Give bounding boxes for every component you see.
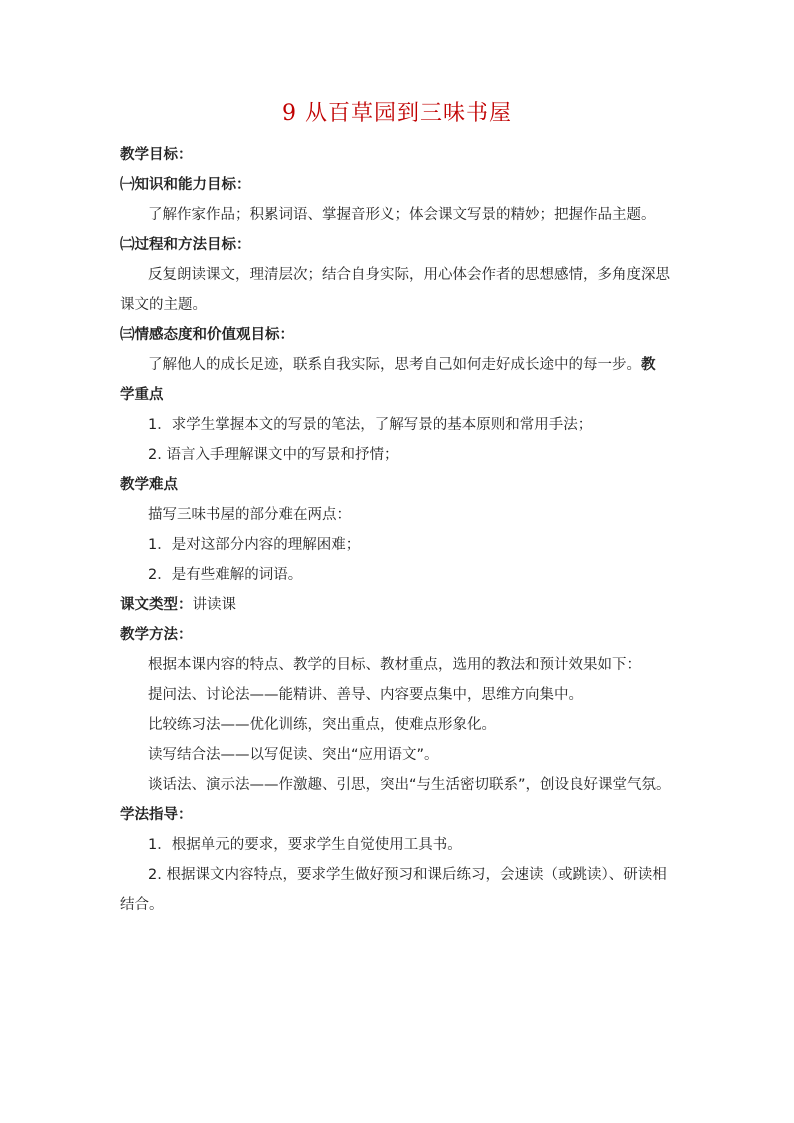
document-title: 9 从百草园到三味书屋 bbox=[282, 101, 512, 126]
key-point-2: 2. 语言入手理解课文中的写景和抒情； bbox=[148, 447, 399, 463]
guidance-1: 1．根据单元的要求，要求学生自觉使用工具书。 bbox=[148, 837, 462, 853]
objective-2-text: 反复朗读课文，理清层次；结合自身实际，用心体会作者的思想感情，多角度深思课文的主题。 bbox=[120, 267, 670, 313]
methods-intro: 根据本课内容的特点、教学的目标、教材重点，选用的教法和预计效果如下： bbox=[148, 657, 641, 673]
methods-heading: 教学方法： bbox=[120, 627, 193, 643]
lesson-type-heading: 课文类型： bbox=[120, 597, 193, 613]
objective-1-heading: ㈠知识和能力目标： bbox=[120, 177, 251, 193]
lesson-type-value: 讲读课 bbox=[192, 597, 236, 613]
method-2: 比较练习法——优化训练，突出重点，使难点形象化。 bbox=[148, 717, 496, 733]
method-1: 提问法、讨论法——能精讲、善导、内容要点集中，思维方向集中。 bbox=[148, 687, 583, 703]
lesson-type-row bbox=[120, 590, 680, 620]
method-3: 读写结合法——以写促读、突出“应用语文”。 bbox=[148, 747, 439, 763]
difficulty-1: 1．是对这部分内容的理解困难； bbox=[148, 537, 361, 553]
difficulties-heading: 教学难点 bbox=[120, 477, 178, 493]
difficulty-2: 2．是有些难解的词语。 bbox=[148, 567, 303, 583]
key-point-1: 1．求学生掌握本文的写景的笔法，了解写景的基本原则和常用手法； bbox=[148, 417, 593, 433]
objective-3-text bbox=[120, 350, 680, 380]
guidance-2: 2. 根据课文内容特点，要求学生做好预习和课后练习，会速读（或跳读）、研读相结合。 bbox=[120, 867, 667, 913]
method-4: 谈话法、演示法——作激趣、引思，突出“与生活密切联系”，创设良好课堂气氛。 bbox=[148, 777, 671, 793]
document-body bbox=[120, 140, 680, 920]
guidance-heading: 学法指导： bbox=[120, 807, 193, 823]
key-points-heading-part-a: 教 bbox=[641, 357, 656, 373]
key-points-heading-part-b: 学重点 bbox=[120, 387, 164, 403]
objectives-heading: 教学目标： bbox=[120, 147, 193, 163]
objective-2-heading: ㈡过程和方法目标： bbox=[120, 237, 251, 253]
objective-3-body: 了解他人的成长足迹，联系自我实际，思考自己如何走好成长途中的每一步。 bbox=[148, 357, 641, 373]
objective-1-text: 了解作家作品；积累词语、掌握音形义；体会课文写景的精妙；把握作品主题。 bbox=[148, 207, 656, 223]
objective-3-heading: ㈢情感态度和价值观目标： bbox=[120, 327, 294, 343]
difficulties-intro: 描写三味书屋的部分难在两点： bbox=[148, 507, 351, 523]
